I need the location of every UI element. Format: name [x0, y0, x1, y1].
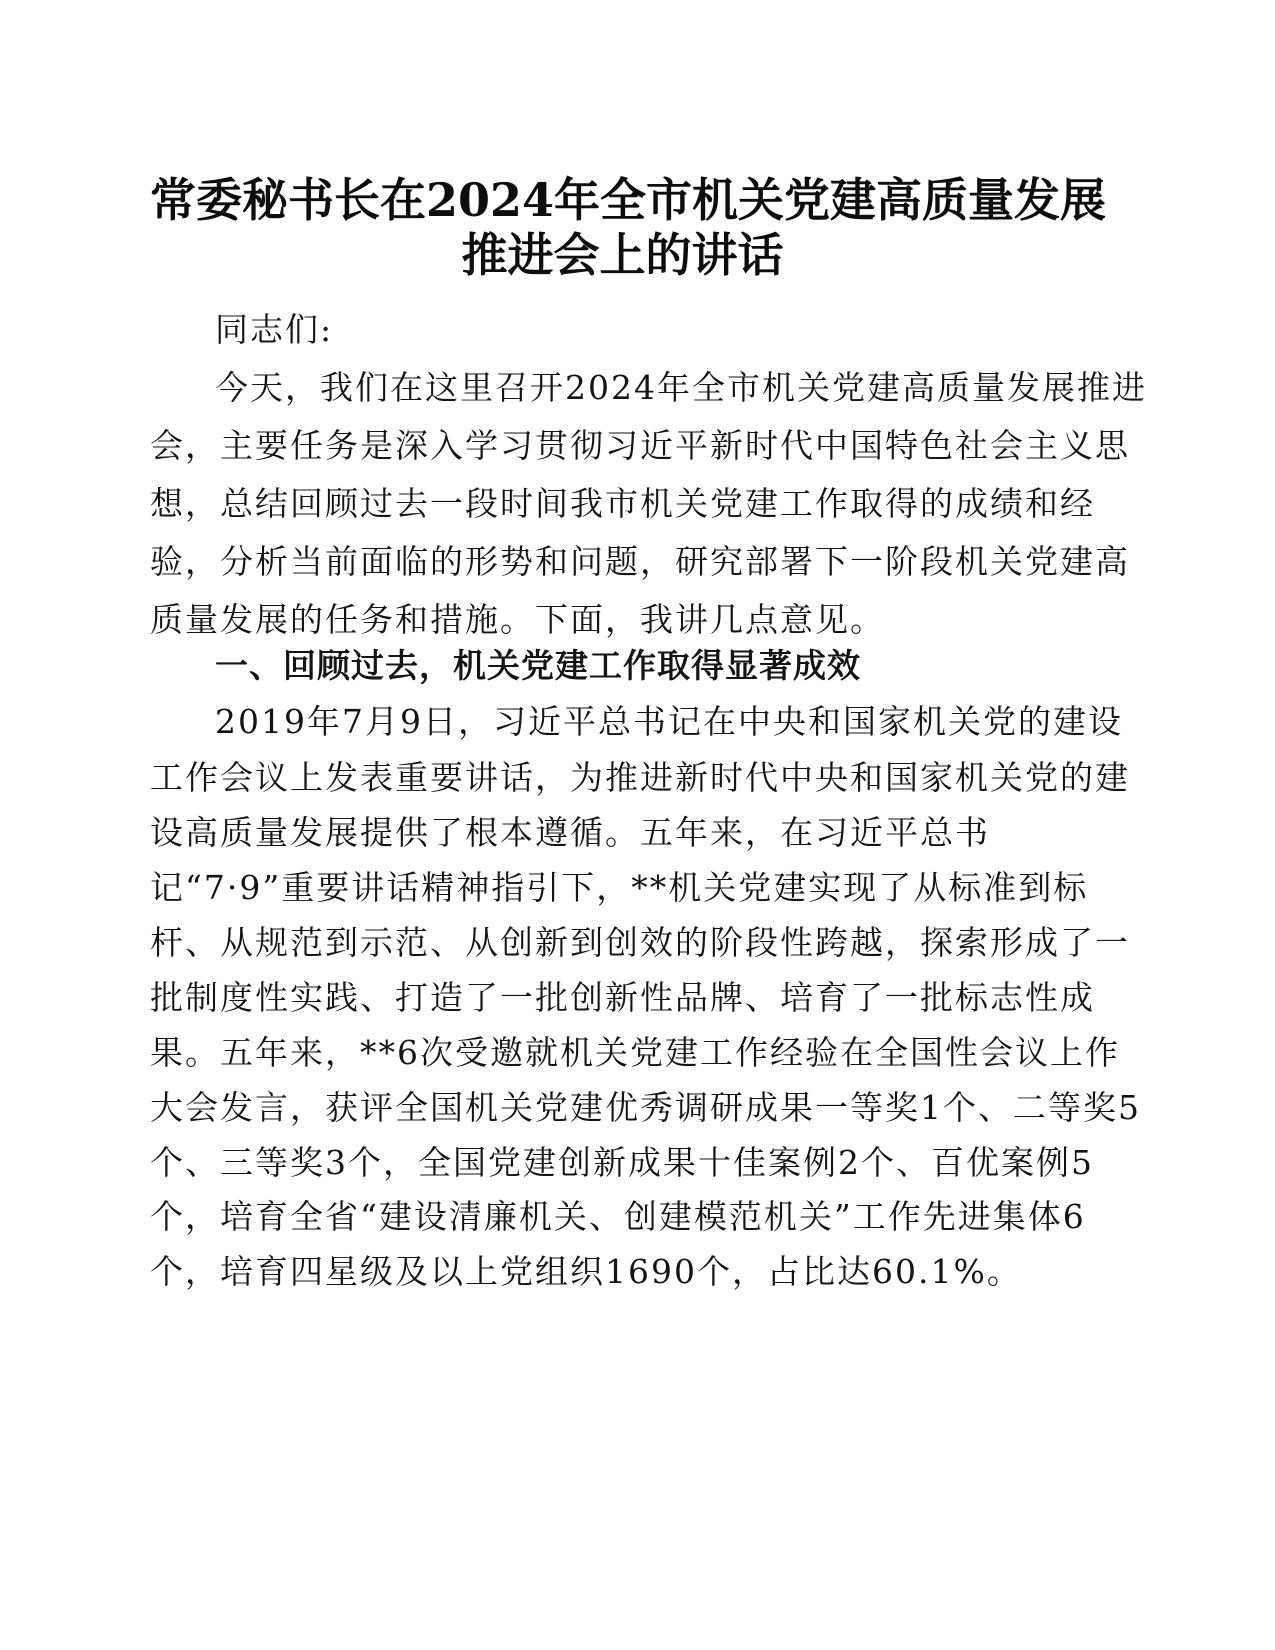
paragraph-line: 记“7·9”重要讲话精神指引下，**机关党建实现了从标准到标	[150, 868, 1089, 907]
paragraph-line: 个，培育全省“建设清廉机关、创建模范机关”工作先进集体6	[150, 1197, 1086, 1236]
paragraph-line: 会，主要任务是深入学习贯彻习近平新时代中国特色社会主义思	[150, 426, 1130, 465]
paragraph-line: 想，总结回顾过去一段时间我市机关党建工作取得的成绩和经	[150, 484, 1095, 523]
paragraph-line: 2019年7月9日，习近平总书记在中央和国家机关党的建设	[215, 702, 1123, 741]
document-title-line-2: 推进会上的讲话	[461, 228, 784, 282]
paragraph-line: 果。五年来，**6次受邀就机关党建工作经验在全国性会议上作	[150, 1033, 1120, 1072]
document-title-line-1: 常委秘书长在2024年全市机关党建高质量发展	[150, 173, 1107, 227]
paragraph-line: 设高质量发展提供了根本遵循。五年来，在习近平总书	[150, 813, 990, 852]
section-heading: 一、回顾过去，机关党建工作取得显著成效	[215, 646, 861, 685]
salutation: 同志们:	[215, 310, 334, 349]
paragraph-line: 个、三等奖3个，全国党建创新成果十佳案例2个、百优案例5	[150, 1143, 1094, 1182]
paragraph-line: 工作会议上发表重要讲话，为推进新时代中央和国家机关党的建	[150, 758, 1130, 797]
paragraph-line: 个，培育四星级及以上党组织1690个，占比达60.1%。	[150, 1252, 1022, 1291]
paragraph-line: 今天，我们在这里召开2024年全市机关党建高质量发展推进	[215, 368, 1147, 407]
paragraph-line: 批制度性实践、打造了一批创新性品牌、培育了一批标志性成	[150, 978, 1095, 1017]
paragraph-line: 大会发言，获评全国机关党建优秀调研成果一等奖1个、二等奖5	[150, 1088, 1141, 1127]
paragraph-line: 质量发展的任务和措施。下面，我讲几点意见。	[150, 600, 885, 639]
paragraph-line: 验，分析当前面临的形势和问题，研究部署下一阶段机关党建高	[150, 542, 1130, 581]
paragraph-line: 杆、从规范到示范、从创新到创效的阶段性跨越，探索形成了一	[150, 923, 1130, 962]
